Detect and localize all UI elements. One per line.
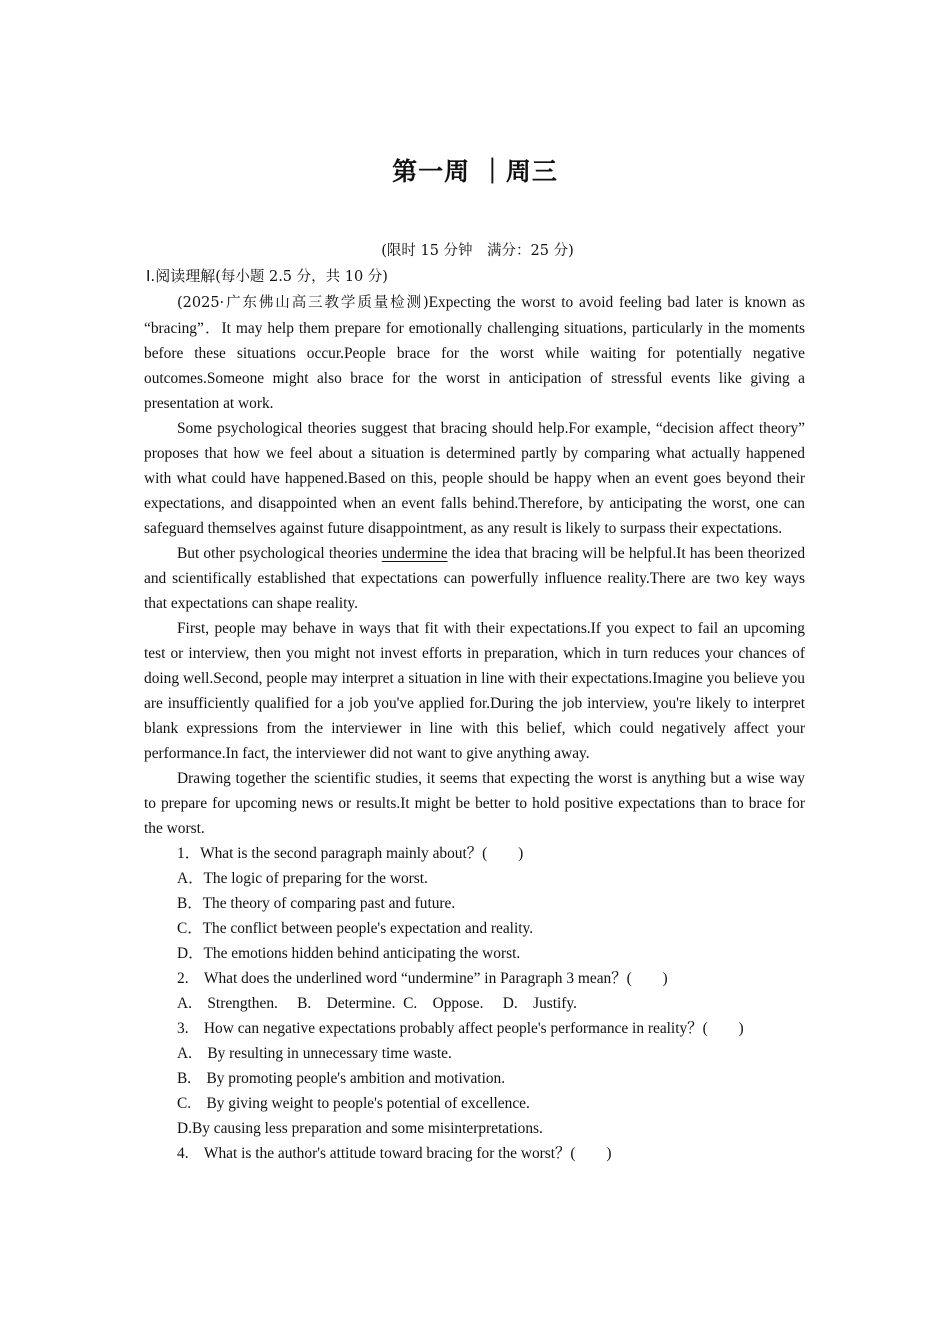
paragraph-3-before: But other psychological theories: [177, 545, 382, 562]
question-3-option-c: C. By giving weight to people's potential of excellence.: [177, 1095, 530, 1112]
passage-paragraph-1: [144, 290, 805, 416]
passage-paragraph-3: [144, 541, 805, 616]
passage-source: (2025·广东佛山高三教学质量检测): [177, 295, 429, 311]
paragraph-1-text: Expecting the worst to avoid feeling bad later is known as “bracing”．It may help them prepare for emotionally challenging situations, particularly in the moments before these situations occur.People brace for the worst while waiting for potentially negative outcomes.Someone might also brace for the worst in anticipation of stressful events like giving a presentation at work.: [144, 294, 805, 412]
time-limit-line: [150, 238, 805, 264]
question-1-option-c: C．The conflict between people's expectation and reality.: [177, 920, 534, 937]
section-note: (每小题 2.5 分，共 10 分): [215, 269, 388, 285]
passage-paragraph-4: First, people may behave in ways that fit with their expectations.If you expect to fail an upcoming test or interview, then you might not invest efforts in preparation, which in turn reduces your chances of doing well.Second, people may interpret a situation in line with their expectations.Imagine you believe you are insufficiently qualified for a job you've applied for.During the job interview, you're likely to interpret blank expressions from the interviewer in line with this belief, which could negatively affect your performance.In fact, the interviewer did not want to give anything away.: [144, 620, 805, 762]
time-limit: (限时 15 分钟 满分：25 分): [381, 243, 574, 259]
passage-paragraph-5: Drawing together the scientific studies, it seems that expecting the worst is anything but a wise way to prepare for upcoming news or results.It might be better to hold positive expectations than to brace for the worst.: [144, 770, 805, 837]
question-2: 2. What does the underlined word “undermine” in Paragraph 3 mean？( ): [177, 970, 668, 987]
section-heading: [144, 264, 805, 290]
question-1-option-d: D．The emotions hidden behind anticipating the worst.: [177, 945, 521, 962]
section-label: Ⅰ.阅读理解: [146, 267, 216, 285]
question-1: 1．What is the second paragraph mainly about？( ): [177, 845, 524, 862]
question-3-option-d: D.By causing less preparation and some misinterpretations.: [177, 1120, 543, 1137]
question-3: 3. How can negative expectations probably affect people's performance in reality？( ): [177, 1020, 744, 1037]
underlined-word: undermine: [381, 545, 448, 562]
question-1-option-a: A．The logic of preparing for the worst.: [177, 870, 428, 887]
question-3-option-b: B. By promoting people's ambition and motivation.: [177, 1070, 506, 1087]
question-3-option-a: A. By resulting in unnecessary time waste.: [177, 1045, 452, 1062]
document-body: [144, 238, 805, 1166]
page-title: 第一周 ｜周三: [392, 157, 558, 186]
question-1-option-b: B．The theory of comparing past and future.: [177, 895, 456, 912]
question-2-options: A. Strengthen. B. Determine. C. Oppose. D. Justify.: [177, 995, 577, 1012]
passage-paragraph-2: Some psychological theories suggest that bracing should help.For example, “decision affect theory” proposes that how we feel about a situation is determined partly by comparing what actually happened with what could have happened.Based on this, people should be happy when an event goes beyond their expectations, and disappointed when an event falls behind.Therefore, by anticipating the worst, one can safeguard themselves against future disappointment, as any result is likely to surpass their expectations.: [144, 420, 805, 537]
paragraph-3-after: the idea that bracing will be helpful.It has been theorized and scientifically established that expectations can powerfully influence reality.There are two key ways that expectations can shape reality.: [144, 545, 806, 612]
question-4: 4. What is the author's attitude toward bracing for the worst？( ): [177, 1145, 612, 1162]
